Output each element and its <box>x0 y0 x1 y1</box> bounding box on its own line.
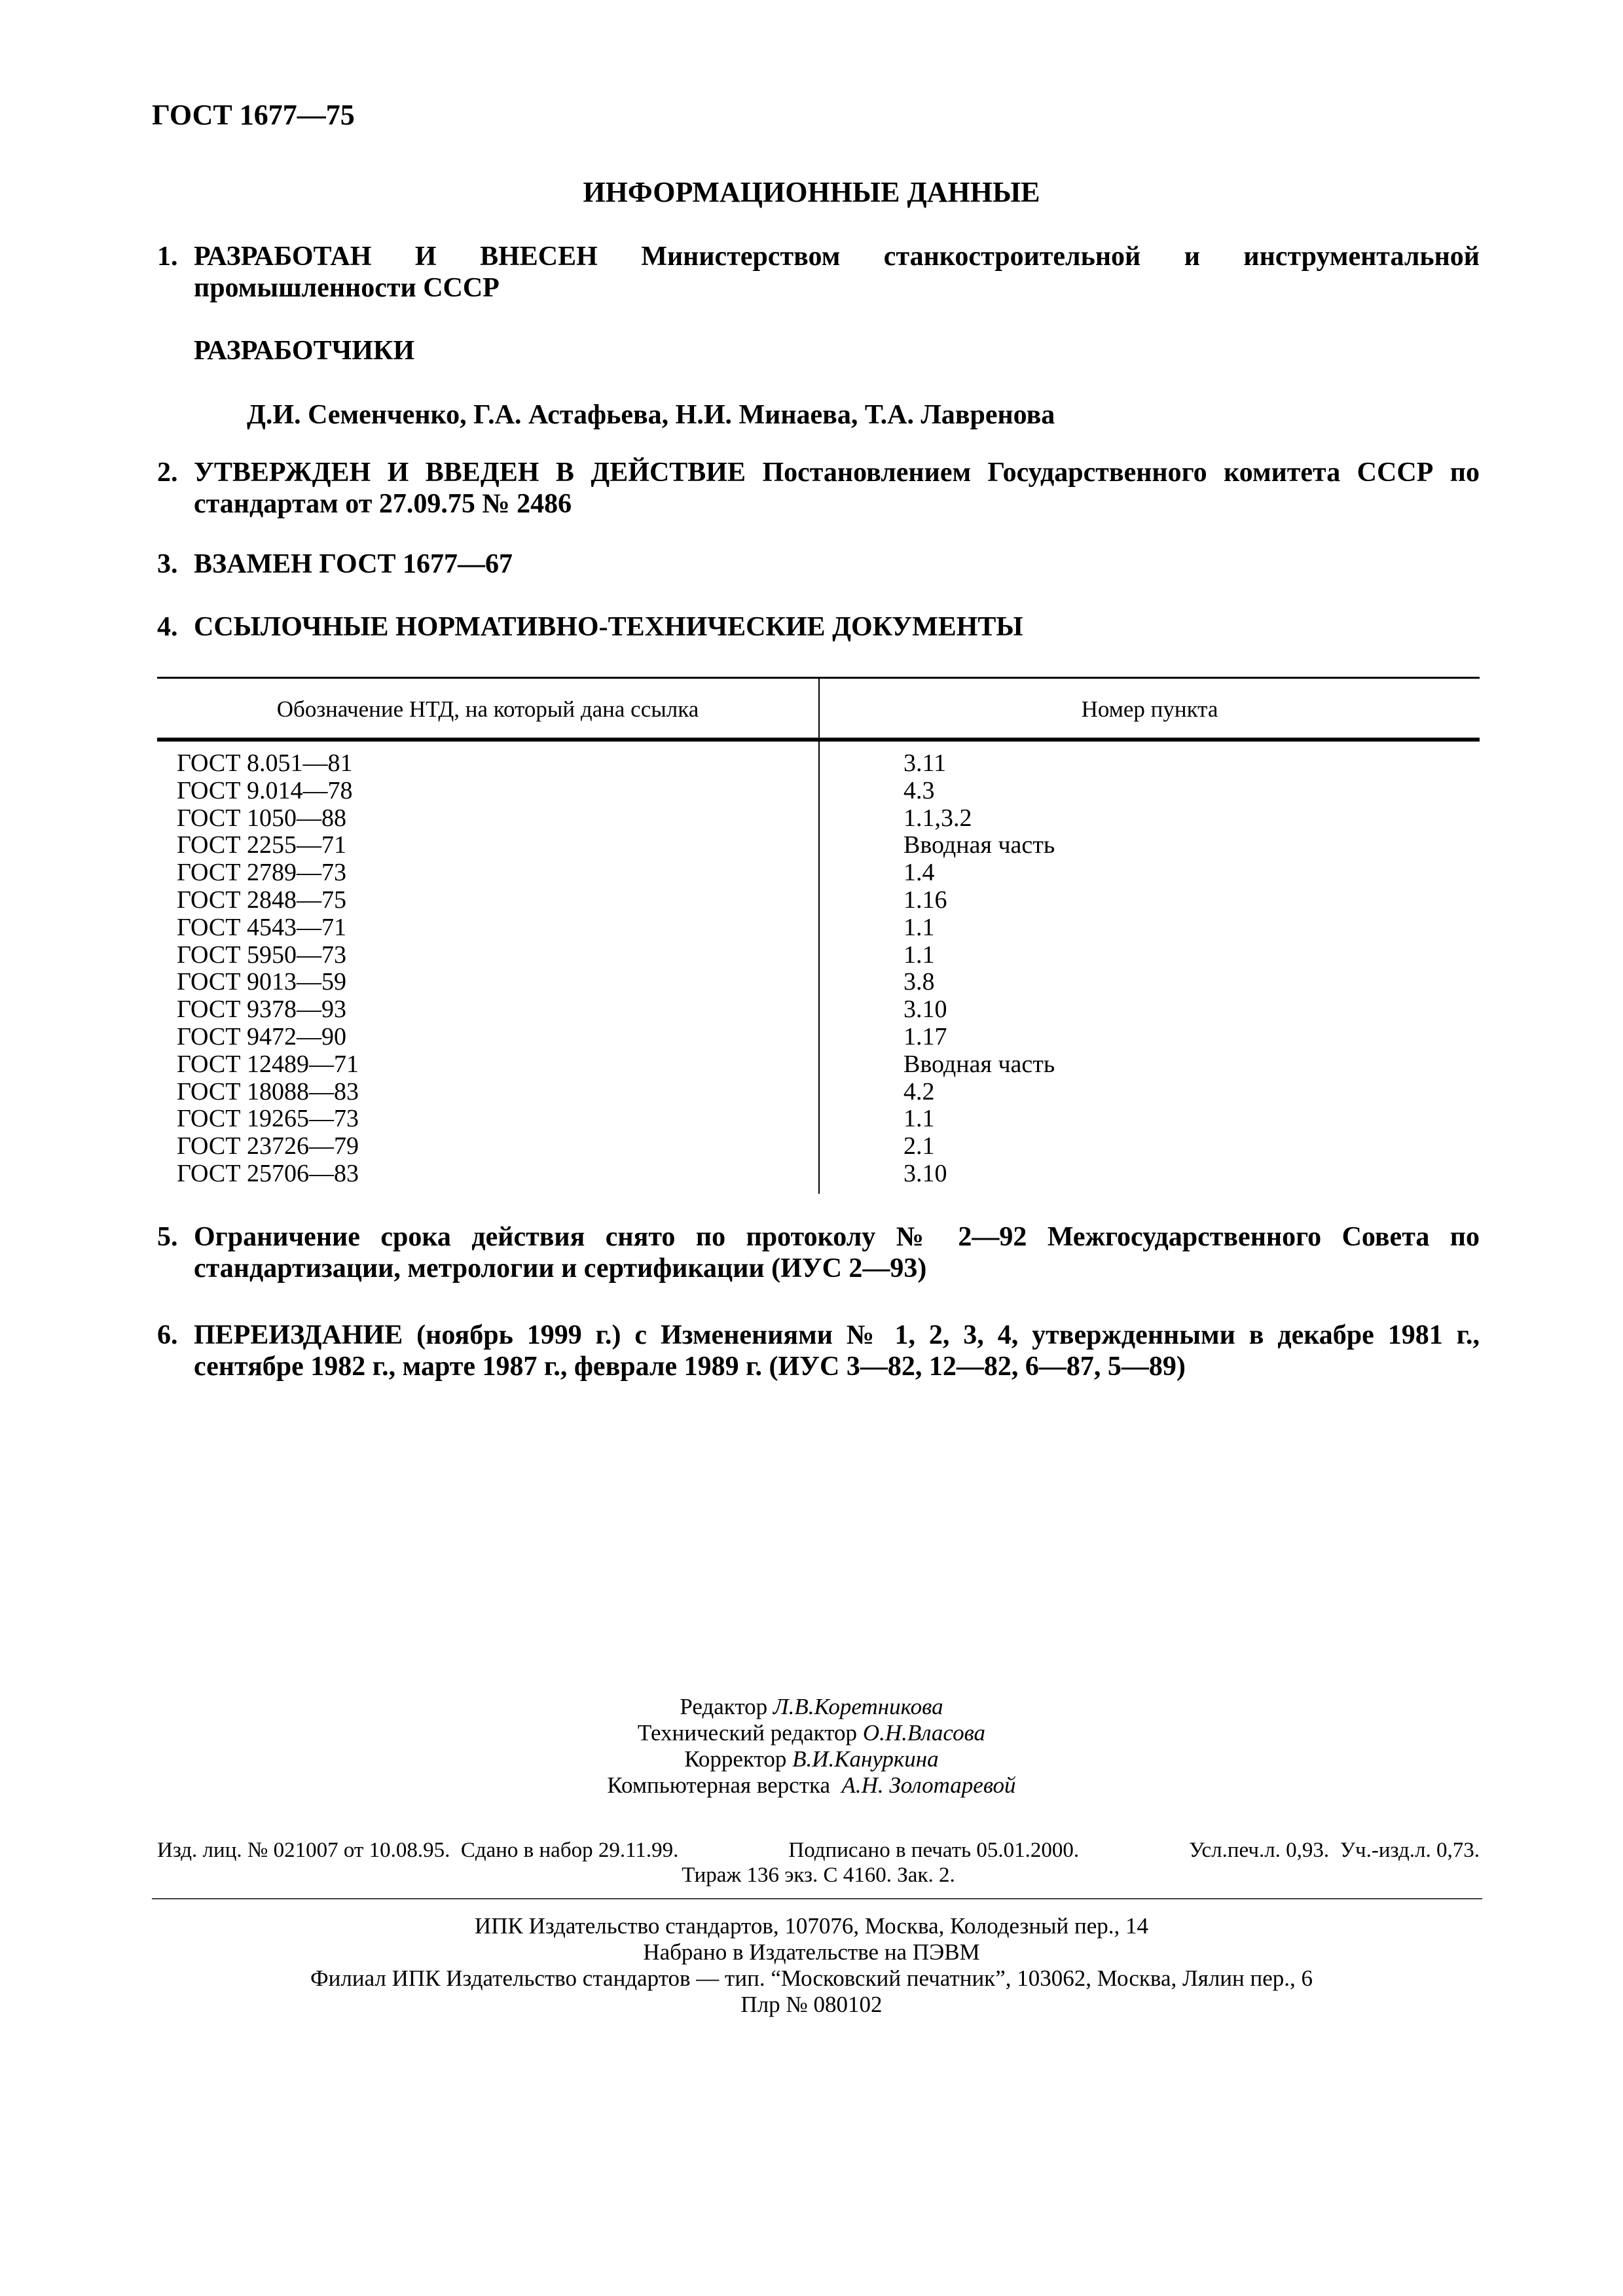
table-column-documents <box>177 750 359 1188</box>
table-header-clause: Номер пункта <box>1081 696 1218 722</box>
credit-name: О.Н.Власова <box>862 1720 986 1746</box>
table-cell-clause: 1.1,3.2 <box>903 804 972 832</box>
table-cell-clause: 3.11 <box>903 749 947 777</box>
table-cell-clause: Вводная часть <box>903 1050 1055 1078</box>
item-lead: РАЗРАБОТАН И ВНЕСЕН <box>194 242 598 272</box>
table-cell-document: ГОСТ 9.014—78 <box>177 776 353 804</box>
imprint-divider <box>152 1898 1482 1899</box>
publishing-line-1 <box>157 1838 1480 1863</box>
table-cell-document: ГОСТ 25706—83 <box>177 1159 359 1187</box>
table-header-document: Обозначение НТД, на который дана ссылка <box>276 696 699 722</box>
table-cell-document: ГОСТ 8.051—81 <box>177 749 353 777</box>
table-cell-document: ГОСТ 2255—71 <box>177 831 346 859</box>
item-text: ВЗАМЕН ГОСТ 1677—67 <box>194 549 513 579</box>
item-body: Постановлением Государственного комитета СССР по стандартам от 27.09.75 № 2486 <box>194 457 1480 519</box>
item-number: 4. <box>157 612 178 642</box>
publishing-line-2: Тираж 136 экз. С 4160. Зак. 2. <box>682 1863 955 1887</box>
item-text: Ограничение срока действия снято по протоколу № 2—92 Межгосударственного Совета по стандартизации, метрологии и сертификации (ИУС 2—93) <box>194 1222 1480 1283</box>
table-cell-document: ГОСТ 2848—75 <box>177 886 346 914</box>
table-cell-document: ГОСТ 23726—79 <box>177 1132 359 1160</box>
table-cell-clause: Вводная часть <box>903 831 1055 859</box>
table-cell-clause: 3.10 <box>903 1159 947 1187</box>
page-title: ИНФОРМАЦИОННЫЕ ДАННЫЕ <box>583 176 1040 208</box>
table-cell-document: ГОСТ 2789—73 <box>177 859 346 887</box>
table-cell-clause: 1.1 <box>903 1105 935 1133</box>
credit-role: Корректор <box>684 1746 787 1772</box>
credits-block <box>0 1694 1623 1799</box>
table-cell-clause: 2.1 <box>903 1132 935 1160</box>
table-cell-clause: 4.2 <box>903 1077 935 1105</box>
info-item-1 <box>157 241 1480 304</box>
table-cell-clause: 1.4 <box>903 859 935 887</box>
table-cell-document: ГОСТ 1050—88 <box>177 804 346 832</box>
credit-line <box>0 1720 1623 1746</box>
table-cell-document: ГОСТ 9378—93 <box>177 996 346 1024</box>
info-item-2 <box>157 457 1480 520</box>
imprint-line: Филиал ИПК Издательство стандартов — тип. “Московский печатник”, 103062, Москва, Лялин пер., 6 <box>310 1965 1313 1991</box>
table-cell-document: ГОСТ 9472—90 <box>177 1022 346 1050</box>
table-cell-clause: 1.16 <box>903 886 947 914</box>
item-number: 3. <box>157 549 178 579</box>
table-cell-clause: 4.3 <box>903 776 935 804</box>
table-cell-clause: 3.10 <box>903 996 947 1024</box>
credit-line <box>0 1694 1623 1720</box>
table-cell-document: ГОСТ 9013—59 <box>177 968 346 996</box>
table-cell-document: ГОСТ 5950—73 <box>177 941 346 969</box>
developers-names: Д.И. Семенченко, Г.А. Астафьева, Н.И. Минаева, Т.А. Лавренова <box>247 400 1055 430</box>
credit-line <box>0 1746 1623 1772</box>
item-text <box>157 457 1480 520</box>
credit-role: Редактор <box>680 1694 768 1719</box>
document-code: ГОСТ 1677—75 <box>152 99 355 131</box>
developers-label: РАЗРАБОТЧИКИ <box>194 336 415 366</box>
item-number: 2. <box>157 457 178 488</box>
credit-line <box>0 1772 1623 1799</box>
credit-role: Технический редактор <box>637 1720 858 1746</box>
table-column-divider <box>818 677 820 1194</box>
table-cell-clause: 3.8 <box>903 968 935 996</box>
item-body: Министерством станкостроительной и инструментальной промышленности СССР <box>194 242 1480 303</box>
table-cell-document: ГОСТ 18088—83 <box>177 1077 359 1105</box>
item-text <box>157 241 1480 304</box>
info-item-5 <box>157 1221 1480 1284</box>
references-table <box>157 677 1480 1194</box>
signed-text: Подписано в печать 05.01.2000. <box>788 1839 1080 1862</box>
license-text: Изд. лиц. № 021007 от 10.08.95. Сдано в набор 29.11.99. <box>157 1839 679 1862</box>
sheets-text: Усл.печ.л. 0,93. Уч.-изд.л. 0,73. <box>1189 1839 1480 1862</box>
item-text: ССЫЛОЧНЫЕ НОРМАТИВНО-ТЕХНИЧЕСКИЕ ДОКУМЕНТЫ <box>194 612 1023 642</box>
imprint-block <box>0 1913 1623 2018</box>
item-text: ПЕРЕИЗДАНИЕ (ноябрь 1999 г.) с Изменениями № 1, 2, 3, 4, утвержденными в декабре 1981 г., сентябре 1982 г., марте 1987 г., феврале 1989 г. (ИУС 3—82, 12—82, 6—87, 5—89) <box>194 1320 1480 1382</box>
item-number: 6. <box>157 1320 178 1350</box>
item-number: 5. <box>157 1222 178 1252</box>
info-item-3 <box>157 548 1480 580</box>
table-cell-document: ГОСТ 19265—73 <box>177 1105 359 1133</box>
publishing-info <box>157 1838 1480 1888</box>
credit-name: Л.В.Коретникова <box>773 1694 943 1719</box>
imprint-line: Набрано в Издательстве на ПЭВМ <box>643 1939 980 1965</box>
imprint-line: ИПК Издательство стандартов, 107076, Москва, Колодезный пер., 14 <box>474 1913 1149 1939</box>
imprint-line: Плр № 080102 <box>740 1992 883 2017</box>
table-cell-clause: 1.1 <box>903 941 935 969</box>
table-cell-document: ГОСТ 4543—71 <box>177 913 346 941</box>
item-lead: УТВЕРЖДЕН И ВВЕДЕН В ДЕЙСТВИЕ <box>194 457 746 488</box>
table-cell-clause: 1.17 <box>903 1022 947 1050</box>
table-column-clauses <box>903 750 1055 1188</box>
credit-role: Компьютерная верстка <box>607 1772 831 1798</box>
item-number: 1. <box>157 242 178 272</box>
table-cell-clause: 1.1 <box>903 913 935 941</box>
credit-name: В.И.Кануркина <box>792 1746 939 1772</box>
table-cell-document: ГОСТ 12489—71 <box>177 1050 359 1078</box>
credit-name: А.Н. Золотаревой <box>841 1772 1016 1798</box>
info-item-4 <box>157 611 1480 643</box>
info-item-6 <box>157 1319 1480 1382</box>
